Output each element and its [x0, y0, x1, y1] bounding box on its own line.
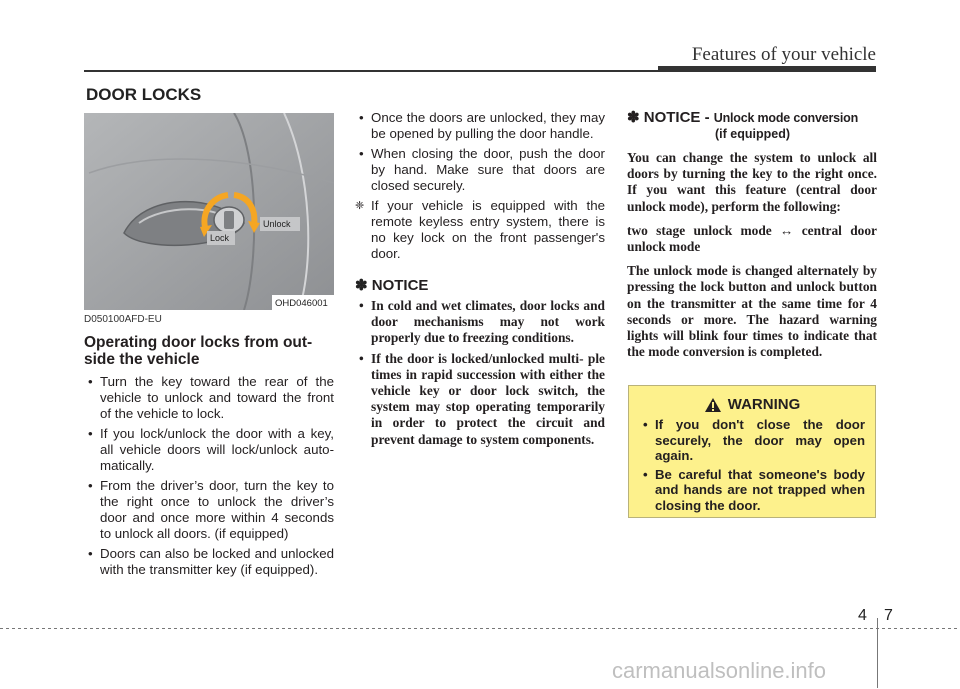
subheading-operating-door-locks: Operating door locks from out- side the vehicle — [84, 334, 313, 368]
warning-triangle-icon — [704, 397, 722, 413]
page-title: DOOR LOCKS — [86, 85, 202, 104]
notice-paragraph: The unlock mode is changed alternately by pressing the lock button and unlock button on the transmitter at the same time for 4 seconds or more. The hazard warning lights will blink four times to indicate that the mode conversion is completed. — [627, 263, 877, 360]
column-1 — [84, 312, 334, 582]
notice-item: • If the door is locked/unlocked multi- ple times in rapid succession with either the vehicle key or door lock switch, the system may stop operating temporarily in order to protect the circuit and prevent damage to system components. — [355, 351, 605, 448]
notice-heading — [355, 278, 605, 294]
figure-label-lock: Lock — [210, 233, 230, 243]
door-handle-illustration — [84, 113, 334, 310]
figure-code: OHD046001 — [275, 298, 328, 309]
header-section-title: Features of your vehicle — [691, 44, 876, 65]
column-2 — [355, 110, 605, 452]
notice-subtitle: Unlock mode conversion — [713, 111, 859, 125]
list-item: • Turn the key toward the rear of the vehicle to unlock and toward the front of the vehicle to lock. — [84, 374, 334, 422]
section-code: D050100AFD-EU — [84, 314, 162, 325]
list-item: • If you lock/unlock the door with a key, all vehicle doors will lock/unlock auto- matically. — [84, 426, 334, 474]
notice-list — [355, 298, 605, 448]
watermark: carmanualsonline.info — [612, 658, 827, 683]
instructions-list-continued — [355, 110, 605, 262]
column-3 — [627, 110, 877, 360]
warning-box — [628, 385, 876, 518]
notice-paragraph-mode: two stage unlock mode ↔ central door unlock mode — [627, 222, 877, 255]
notice-label: NOTICE — [371, 277, 429, 294]
figure-label-unlock: Unlock — [263, 219, 291, 229]
warning-item: • If you don't close the door securely, the door may open again. — [639, 417, 865, 464]
notice-star-icon: ✽ — [627, 109, 640, 126]
chapter-number: 4 — [858, 607, 867, 624]
list-item: • Once the doors are unlocked, they may be opened by pulling the door handle. — [355, 110, 605, 142]
notice-paragraph: You can change the system to unlock all doors by turning the key to the right once. If you want this feature (central door unlock mode), perform the following: — [627, 150, 877, 214]
notice-heading-unlock-mode — [627, 110, 877, 126]
notice-star-icon: ✽ — [355, 277, 368, 294]
list-item: • From the driver’s door, turn the key to the right once to unlock the driver’s door and once more within 4 seconds to unlock all doors. (if equipped) — [84, 478, 334, 542]
list-item-starred: ❈ If your vehicle is equipped with the remote keyless entry system, there is no key lock on the front passenger's door. — [355, 198, 605, 262]
list-item: • Doors can also be locked and unlocked with the transmitter key (if equipped). — [84, 546, 334, 578]
footer-dashed-line — [0, 628, 960, 629]
page-number-separator — [877, 618, 878, 688]
notice-item: • In cold and wet climates, door locks and door mechanisms may not work properly due to freezing conditions. — [355, 298, 605, 347]
instructions-list — [84, 374, 334, 578]
notice-label: NOTICE - — [643, 109, 710, 126]
header-rule-accent — [658, 66, 876, 72]
notice-subtitle-equipped: (if equipped) — [715, 127, 790, 141]
list-item: • When closing the door, push the door by hand. Make sure that doors are closed securely. — [355, 146, 605, 194]
warning-list — [639, 417, 865, 513]
page-number: 7 — [884, 607, 893, 624]
warning-heading — [639, 396, 865, 413]
warning-item: • Be careful that someone's body and hands are not trapped when closing the door. — [639, 467, 865, 514]
warning-title: WARNING — [727, 396, 801, 413]
door-handle-figure — [84, 113, 334, 310]
